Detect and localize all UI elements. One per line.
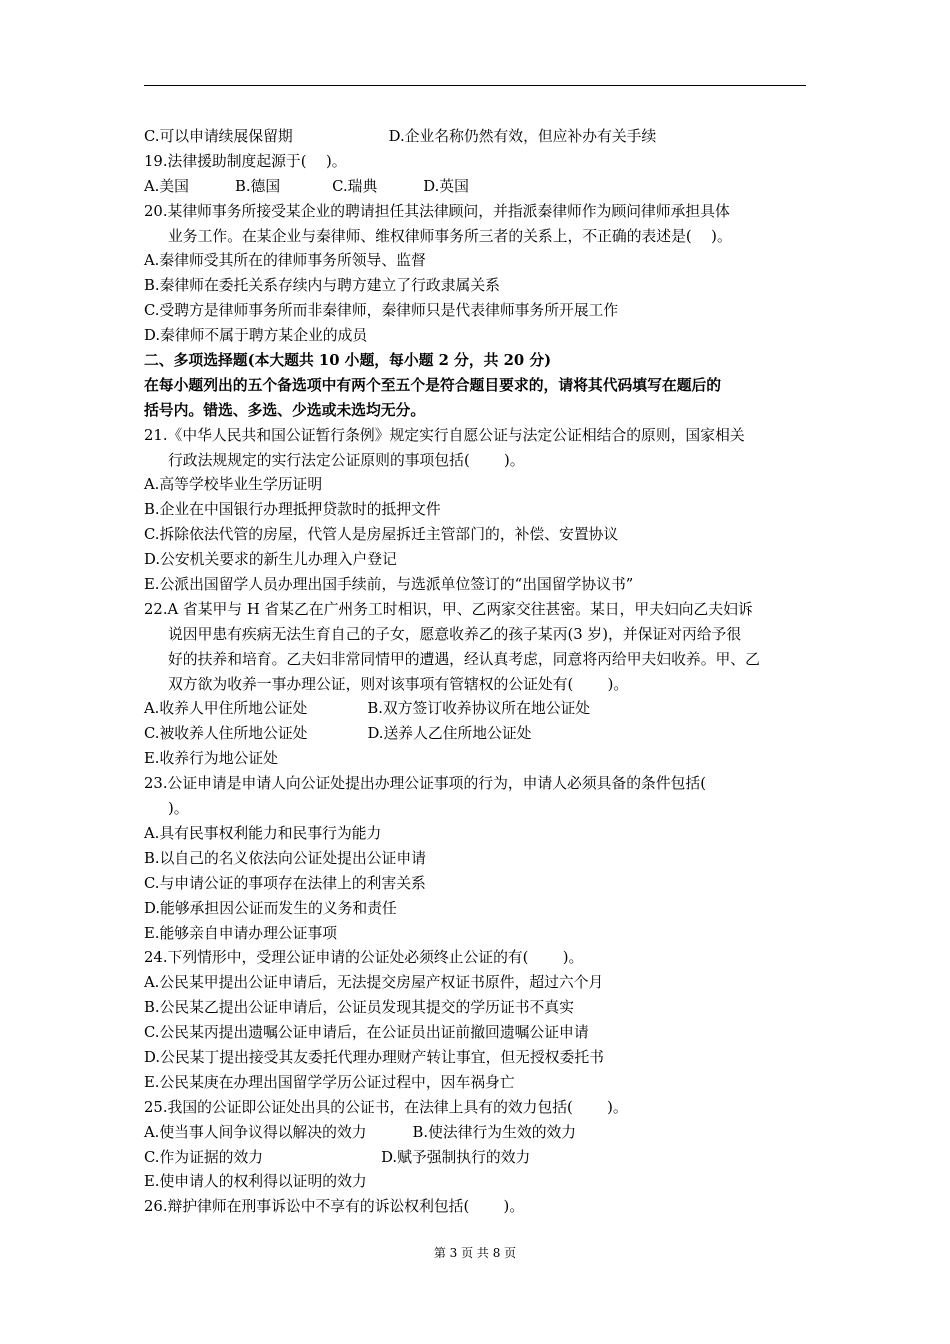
- option-text: A.收养人甲住所地公证处: [144, 700, 308, 718]
- text-line: [144, 175, 808, 200]
- text-line: C.拆除依法代管的房屋，代管人是房屋拆迁主管部门的，补偿、安置协议: [144, 526, 619, 544]
- text-line: 22.A 省某甲与 H 省某乙在广州务工时相识，甲、乙两家交往甚密。某日，甲夫妇向乙夫妇诉: [144, 600, 753, 618]
- option-text: C.可以申请续展保留期: [144, 128, 293, 145]
- text-line: [144, 1121, 808, 1146]
- text-line: D.公民某丁提出接受其友委托代理办理财产转让事宜，但无授权委托书: [144, 1048, 604, 1066]
- text-line: 20.某律师事务所接受某企业的聘请担任其法律顾问，并指派秦律师作为顾问律师承担具体: [144, 202, 730, 220]
- text-line: B.公民某乙提出公证申请后，公证员发现其提交的学历证书不真实: [144, 999, 574, 1017]
- option-text: A.美国: [144, 177, 189, 195]
- text-line: 二、多项选择题(本大题共 10 小题，每小题 2 分，共 20 分): [144, 352, 552, 370]
- text-line: E.公派出国留学人员办理出国手续前，与选派单位签订的“出国留学协议书”: [144, 576, 634, 594]
- text-line: 说因甲患有疾病无法生育自己的子女，愿意收养乙的孩子某丙(3 岁)，并保证对丙给予很: [168, 625, 742, 643]
- text-line: [144, 697, 808, 722]
- header-rule: [144, 85, 806, 86]
- text-line: C.受聘方是律师事务所而非秦律师，秦律师只是代表律师事务所开展工作: [144, 302, 619, 320]
- text-line: C.与申请公证的事项存在法律上的利害关系: [144, 874, 426, 892]
- text-line: A.公民某甲提出公证申请后，无法提交房屋产权证书原件，超过六个月: [144, 974, 604, 992]
- document-body: [144, 125, 808, 1220]
- text-line: 19.法律援助制度起源于( )。: [144, 152, 347, 170]
- text-line: 双方欲为收养一事办理公证，则对该事项有管辖权的公证处有( )。: [168, 675, 629, 693]
- text-line: D.公安机关要求的新生儿办理入户登记: [144, 551, 397, 569]
- text-line: E.使申请人的权利得以证明的效力: [144, 1173, 367, 1191]
- option-text: C.被收养人住所地公证处: [144, 725, 308, 743]
- option-text: B.使法律行为生效的效力: [412, 1123, 577, 1141]
- text-line: A.高等学校毕业生学历证明: [144, 476, 323, 494]
- text-line: C.公民某丙提出遗嘱公证申请后，在公证员出证前撤回遗嘱公证申请: [144, 1024, 589, 1042]
- text-line: 在每小题列出的五个备选项中有两个至五个是符合题目要求的，请将其代码填写在题后的: [144, 376, 722, 394]
- text-line: )。: [168, 800, 189, 818]
- text-line: D.能够承担因公证而发生的义务和责任: [144, 899, 397, 917]
- text-line: [144, 722, 808, 747]
- page-footer: 第 3 页 共 8 页: [433, 1246, 517, 1260]
- option-text: D.企业名称仍然有效，但应补办有关手续: [388, 128, 657, 145]
- text-line: [144, 1146, 808, 1171]
- option-text: C.作为证据的效力: [144, 1148, 264, 1166]
- text-line: 业务工作。在某企业与秦律师、维权律师事务所三者的关系上，不正确的表述是( )。: [168, 227, 732, 245]
- option-text: D.送养人乙住所地公证处: [367, 725, 532, 743]
- text-line: B.企业在中国银行办理抵押贷款时的抵押文件: [144, 501, 441, 519]
- option-text: D.赋予强制执行的效力: [381, 1148, 531, 1166]
- text-line: 21.《中华人民共和国公证暂行条例》规定实行自愿公证与法定公证相结合的原则，国家相关: [144, 426, 745, 444]
- text-line: [144, 125, 808, 150]
- text-line: A.秦律师受其所在的律师事务所领导、监督: [144, 252, 426, 270]
- text-line: E.公民某庚在办理出国留学学历公证过程中，因车祸身亡: [144, 1073, 515, 1091]
- text-line: 23.公证申请是申请人向公证处提出办理公证事项的行为，申请人必须具备的条件包括(: [144, 775, 706, 793]
- option-text: C.瑞典: [332, 177, 378, 195]
- option-text: B.双方签订收养协议所在地公证处: [367, 700, 591, 718]
- text-line: 24.下列情形中，受理公证申请的公证处必须终止公证的有( )。: [144, 949, 584, 967]
- text-line: 括号内。错选、多选、少选或未选均无分。: [144, 401, 426, 419]
- option-text: D.英国: [423, 177, 469, 195]
- text-line: 25.我国的公证即公证处出具的公证书，在法律上具有的效力包括( )。: [144, 1098, 628, 1116]
- text-line: A.具有民事权利能力和民事行为能力: [144, 824, 382, 842]
- text-line: B.以自己的名义依法向公证处提出公证申请: [144, 849, 426, 867]
- text-line: 好的扶养和培育。乙夫妇非常同情甲的遭遇，经认真考虑，同意将丙给甲夫妇收养。甲、乙: [168, 650, 760, 668]
- text-line: E.能够亲自申请办理公证事项: [144, 924, 338, 942]
- option-text: A.使当事人间争议得以解决的效力: [144, 1123, 367, 1141]
- option-text: B.德国: [234, 177, 281, 195]
- text-line: B.秦律师在委托关系存续内与聘方建立了行政隶属关系: [144, 277, 500, 295]
- text-line: 26.辩护律师在刑事诉讼中不享有的诉讼权利包括( )。: [144, 1198, 525, 1216]
- text-line: D.秦律师不属于聘方某企业的成员: [144, 327, 368, 345]
- text-line: E.收养行为地公证处: [144, 750, 278, 768]
- text-line: 行政法规规定的实行法定公证原则的事项包括( )。: [168, 451, 525, 469]
